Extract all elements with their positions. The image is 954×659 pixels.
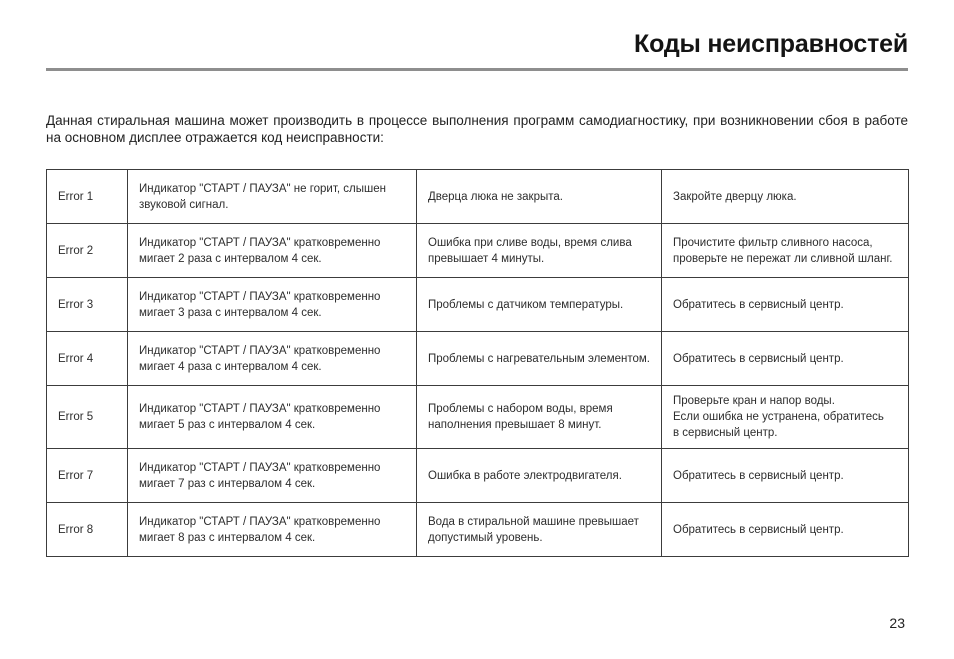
indicator-text: Индикатор "СТАРТ / ПАУЗА" кратковременно мигает 3 раза с интервалом 4 сек. [139,290,381,319]
problem-cell [417,503,662,557]
indicator-cell [128,449,417,503]
indicator-cell [128,332,417,386]
problem-cell [417,224,662,278]
solution-text: Проверьте кран и напор воды. Если ошибка не устранена, обратитесь в сервисный центр. [673,395,884,439]
problem-text: Проблемы с набором воды, время наполнения превышает 8 минут. [428,403,613,431]
table-row [47,503,909,557]
error-code-cell [47,386,128,449]
problem-text: Проблемы с нагревательным элементом. [428,352,650,365]
error-code-text: Error 4 [58,352,94,365]
error-code-text: Error 5 [58,411,94,423]
indicator-cell [128,278,417,332]
table-row [47,278,909,332]
error-code-cell [47,332,128,386]
table-row [47,449,909,503]
intro-paragraph: Данная стиральная машина может производить в процессе выполнения программ самодиагностику, при возникновении сбоя в работе на основном дисплее отражается код неисправности: [46,113,908,145]
fault-codes-table [46,169,909,557]
indicator-text: Индикатор "СТАРТ / ПАУЗА" кратковременно мигает 5 раз с интервалом 4 сек. [139,403,381,431]
solution-text: Прочистите фильтр сливного насоса, проверьте не пережат ли сливной шланг. [673,236,893,265]
indicator-cell [128,386,417,449]
indicator-cell [128,224,417,278]
indicator-text: Индикатор "СТАРТ / ПАУЗА" кратковременно мигает 2 раза с интервалом 4 сек. [139,236,381,265]
table-row [47,332,909,386]
table-row [47,224,909,278]
error-code-cell [47,278,128,332]
solution-cell [662,170,909,224]
solution-cell [662,449,909,503]
problem-cell [417,386,662,449]
solution-cell [662,386,909,449]
indicator-text: Индикатор "СТАРТ / ПАУЗА" не горит, слышен звуковой сигнал. [139,182,386,211]
solution-cell [662,503,909,557]
error-code-cell [47,170,128,224]
error-code-cell [47,503,128,557]
problem-text: Ошибка при сливе воды, время слива превышает 4 минуты. [428,236,632,265]
solution-text: Обратитесь в сервисный центр. [673,523,844,536]
solution-cell [662,278,909,332]
error-code-text: Error 2 [58,244,94,257]
solution-cell [662,332,909,386]
indicator-text: Индикатор "СТАРТ / ПАУЗА" кратковременно мигает 7 раз с интервалом 4 сек. [139,461,381,490]
error-code-text: Error 8 [58,523,94,536]
indicator-text: Индикатор "СТАРТ / ПАУЗА" кратковременно мигает 8 раз с интервалом 4 сек. [139,515,381,544]
page-number: 23 [889,615,905,631]
problem-text: Дверца люка не закрыта. [428,190,563,203]
table-row [47,170,909,224]
error-code-cell [47,224,128,278]
problem-cell [417,332,662,386]
problem-text: Вода в стиральной машине превышает допустимый уровень. [428,515,639,544]
indicator-cell [128,170,417,224]
solution-text: Обратитесь в сервисный центр. [673,352,844,365]
solution-text: Закройте дверцу люка. [673,190,797,203]
solution-cell [662,224,909,278]
indicator-cell [128,503,417,557]
page-title: Коды неисправностей [634,30,908,58]
table-row [47,386,909,449]
error-code-text: Error 3 [58,298,94,311]
error-code-text: Error 7 [58,469,94,482]
error-code-text: Error 1 [58,190,94,203]
problem-text: Ошибка в работе электродвигателя. [428,469,622,482]
problem-cell [417,278,662,332]
problem-text: Проблемы с датчиком температуры. [428,298,624,311]
page-content [46,0,908,557]
problem-cell [417,170,662,224]
error-code-cell [47,449,128,503]
solution-text: Обратитесь в сервисный центр. [673,298,844,311]
problem-cell [417,449,662,503]
solution-text: Обратитесь в сервисный центр. [673,469,844,482]
title-divider [46,68,908,71]
indicator-text: Индикатор "СТАРТ / ПАУЗА" кратковременно мигает 4 раза с интервалом 4 сек. [139,344,381,373]
